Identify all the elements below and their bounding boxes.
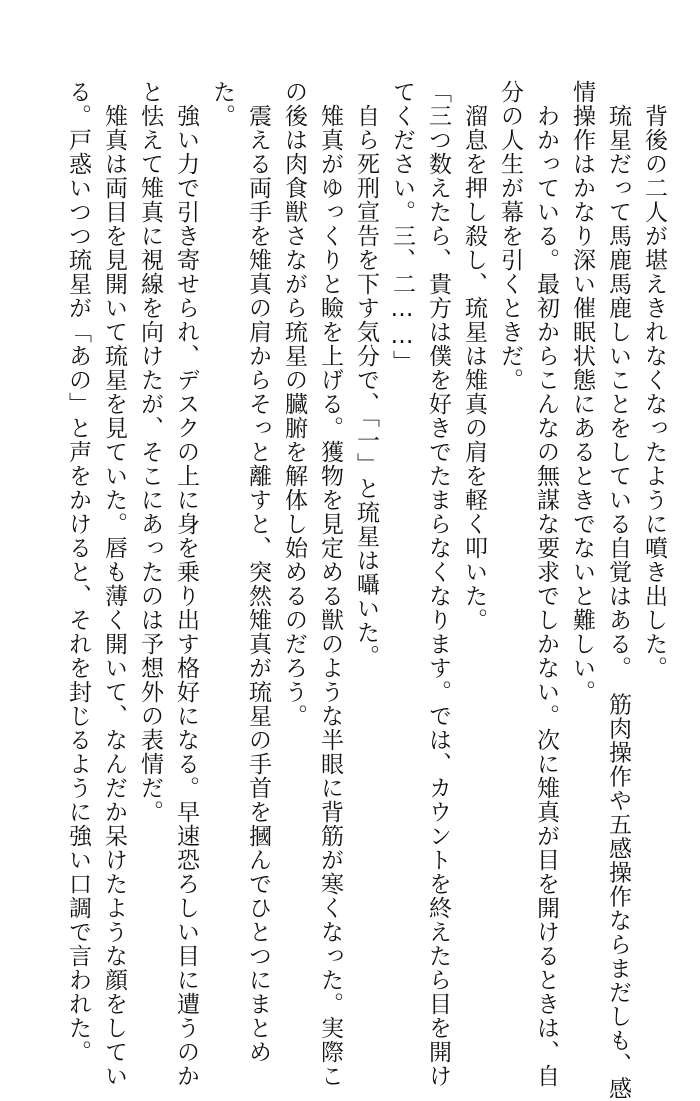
text-line-17: る。戸惑いつつ琉星が「あの」と声をかけると、それを封じるように強い口調で言われた。	[65, 80, 91, 1064]
text-line-13: た。	[209, 80, 235, 128]
text-line-4: わかっている。最初からこんなの無謀な要求でしかない。次に雉真が目を開けるときは、自	[533, 80, 559, 1088]
text-line-12: 震える両手を雉真の肩からそっと離すと、突然雉真が琉星の手首を摑んでひとつにまとめ	[245, 80, 271, 1064]
text-line-8: てください。三、二……」	[389, 80, 415, 374]
text-line-5: 分の人生が幕を引くときだ。	[497, 80, 523, 392]
text-line-3: 情操作はかなり深い催眠状態にあるときでないと難しい。	[569, 80, 595, 704]
text-line-6: 溜息を押し殺し、琉星は雉真の肩を軽く叩いた。	[461, 80, 487, 632]
text-line-15: と怯えて雉真に視線を向けたが、そこにあったのは予想外の表情だ。	[137, 80, 163, 824]
text-line-16: 雉真は両目を見開いて琉星を見ていた。唇も薄く開いて、なんだか呆けたような顔をしてい	[101, 80, 127, 1088]
text-line-2: 琉星だって馬鹿馬鹿しいことをしている自覚はある。 筋肉操作や五感操作ならまだしも、感	[605, 80, 631, 1101]
text-line-11: の後は肉食獣さながら琉星の臓腑を解体し始めるのだろう。	[281, 80, 307, 728]
text-line-7: 「三つ数えたら、貴方は僕を好きでたまらなくなります。では、カウントを終えたら目を開け	[425, 80, 451, 1088]
text-line-1: 背後の二人が堪えきれなくなったように噴き出した。	[641, 80, 667, 680]
text-line-9: 自ら死刑宣告を下す気分で、「一」と琉星は囁いた。	[353, 80, 379, 669]
text-line-14: 強い力で引き寄せられ、デスクの上に身を乗り出す格好になる。早速恐ろしい目に遭うのか	[173, 80, 199, 1088]
text-line-10: 雉真がゆっくりと瞼を上げる。獲物を見定める獣のような半眼に背筋が寒くなった。実際こ	[317, 80, 343, 1088]
